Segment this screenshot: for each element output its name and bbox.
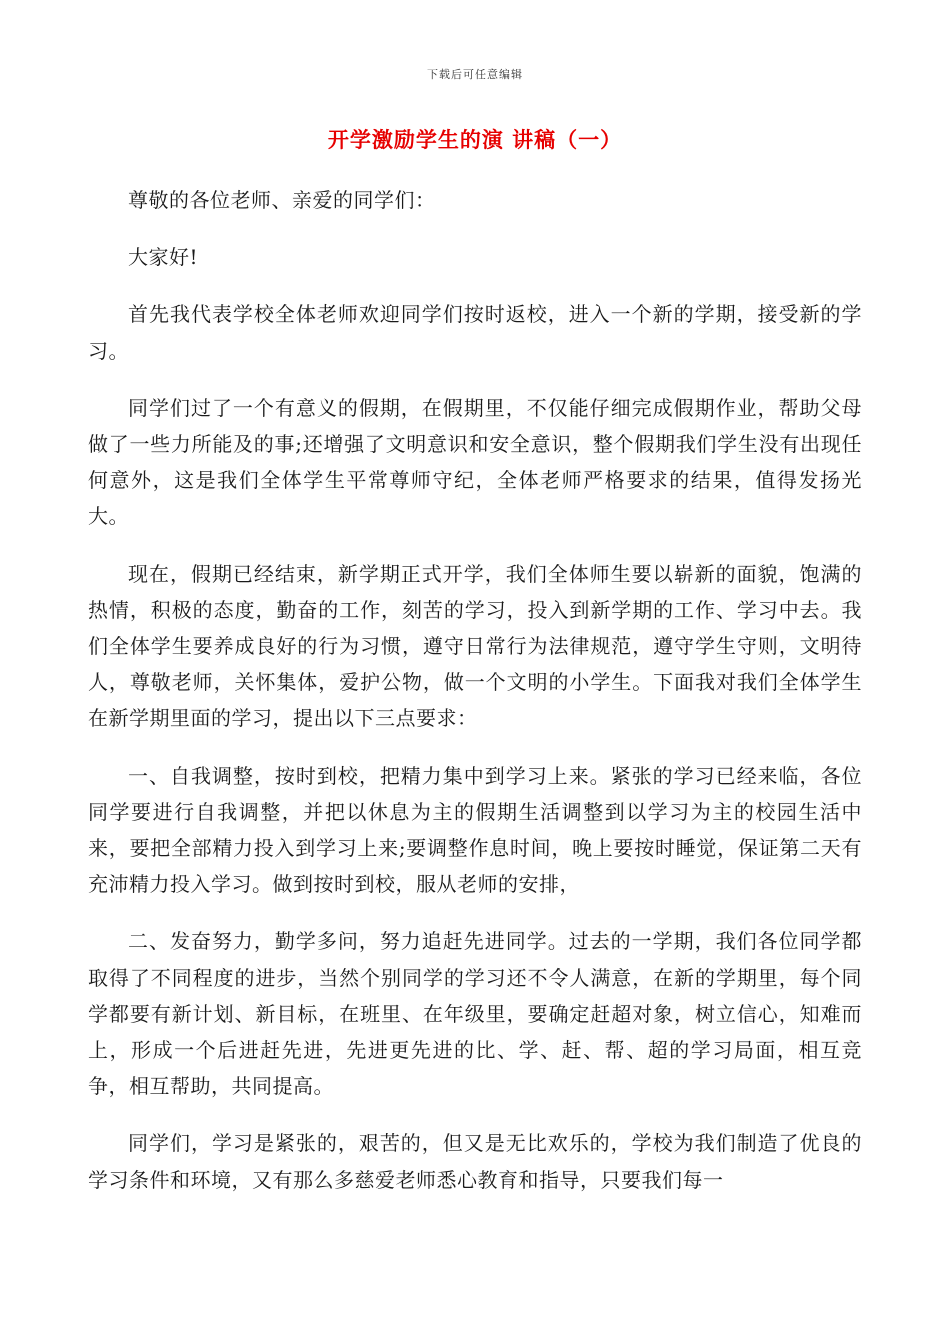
paragraph-salutation: 尊敬的各位老师、亲爱的同学们： (128, 188, 436, 212)
paragraph-closing: 同学们，学习是紧张的，艰苦的，但又是无比欢乐的，学校为我们制造了优良的学习条件和环境，又有那么多慈爱老师悉心教育和指导，只要我们每一 (88, 1131, 862, 1192)
paragraph-greeting: 大家好! (128, 245, 199, 270)
document-title: 开学激励学生的演 讲稿（一） (327, 127, 623, 152)
paragraph-welcome: 首先我代表学校全体老师欢迎同学们按时返校，进入一个新的学期，接受新的学习。 (88, 302, 862, 363)
document-body (88, 182, 862, 1219)
header-note: 下载后可任意编辑 (427, 68, 523, 81)
paragraph-new-term: 现在，假期已经结束，新学期正式开学，我们全体师生要以崭新的面貌，饱满的热情，积极的态度，勤奋的工作，刻苦的学习，投入到新学期的工作、学习中去。我们全体学生要养成良好的行为习惯，遵守日常行为法律规范，遵守学生守则，文明待人，尊敬老师，关怀集体，爱护公物，做一个文明的小学生。下面我对我们全体学生在新学期里面的学习，提出以下三点要求： (88, 561, 862, 731)
paragraph-requirement-one: 一、自我调整，按时到校，把精力集中到学习上来。紧张的学习已经来临，各位同学要进行自我调整，并把以休息为主的假期生活调整到以学习为主的校园生活中来，要把全部精力投入到学习上来;要调整作息时间，晚上要按时睡觉，保证第二天有充沛精力投入学习。做到按时到校，服从老师的安排， (88, 763, 862, 897)
paragraph-holiday: 同学们过了一个有意义的假期，在假期里，不仅能仔细完成假期作业，帮助父母做了一些力所能及的事;还增强了文明意识和安全意识，整个假期我们学生没有出现任何意外，这是我们全体学生平常尊师守纪，全体老师严格要求的结果，值得发扬光大。 (88, 395, 862, 529)
paragraph-requirement-two: 二、发奋努力，勤学多问，努力追赶先进同学。过去的一学期，我们各位同学都取得了不同程度的进步，当然个别同学的学习还不令人满意，在新的学期里，每个同学都要有新计划、新目标，在班里、在年级里，要确定赶超对象，树立信心，知难而上，形成一个后进赶先进，先进更先进的比、学、赶、帮、超的学习局面，相互竞争，相互帮助，共同提高。 (88, 929, 862, 1099)
